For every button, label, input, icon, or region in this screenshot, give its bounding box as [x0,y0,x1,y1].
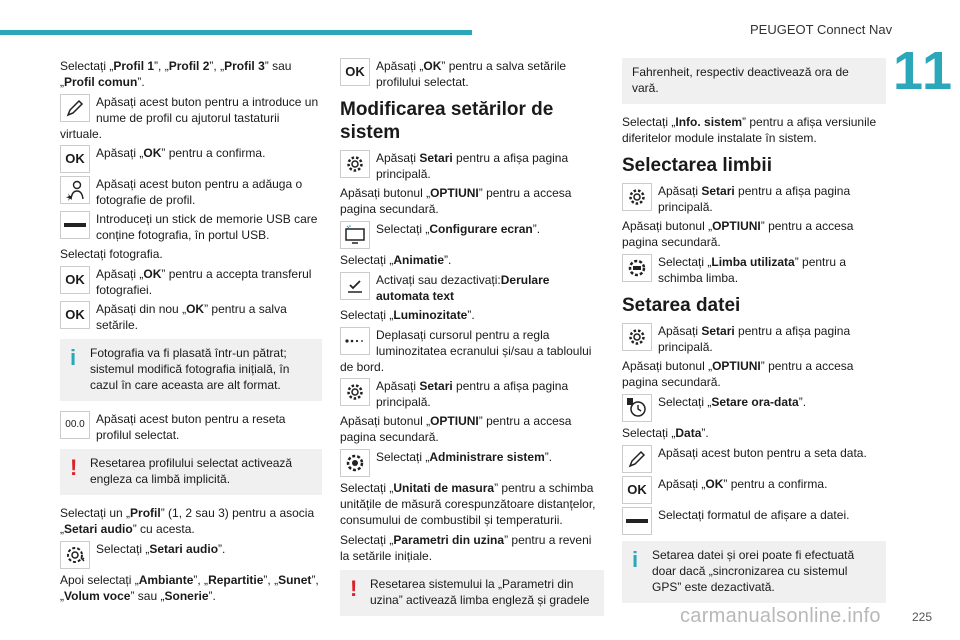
usb-instruction: Introduceți un stick de memorie USB care conține fotografia, în portul USB. [60,211,322,243]
add-photo-icon [60,176,90,204]
manual-title: PEUGEOT Connect Nav [750,22,893,37]
settings-instruction: Apăsați Setari pentru a afișa pagina principală. [622,183,886,215]
audio-settings-icon [60,541,90,569]
ok-icon: OK [60,145,90,173]
gear-icon [340,150,370,178]
info-icon: i [70,345,77,370]
info-note: i Fotografia va fi plasată într-un pătrat; sistemul modifică fotografia inițială, în cazul în care aceasta are alt format. [60,339,322,401]
column-3 [622,58,886,613]
admin-gear-icon [340,449,370,477]
options-instruction: Apăsați butonul „OPTIUNI” pentru a accesa pagina secundară. [340,186,572,216]
header-accent-bar [0,30,472,35]
pencil-icon [622,445,652,473]
checkbox-icon [340,272,370,300]
ok-icon: OK [622,476,652,504]
format-icon [622,507,652,535]
select-photo: Selectați fotografia. [60,247,163,261]
page-number: 225 [912,610,933,624]
audio-settings-instruction: Selectați „Setari audio”. [60,541,322,569]
chapter-number: 11 [893,41,955,101]
ok-icon: OK [340,58,370,86]
assoc-profile: Selectați un „Profil” (1, 2 sau 3) pentru a asocia „Setari audio” cu acesta. [60,506,315,536]
photo-instruction: Apăsați acest buton pentru a adăuga o fotografie de profil. [60,176,322,208]
ok-confirm-instruction: OK Apăsați „OK” pentru a confirma. [622,476,886,504]
settings-instruction-2: Apăsați Setari pentru a afișa pagina principală. [340,378,604,410]
language-instruction: Selectați „Limba utilizata” pentru a schimba limba. [622,254,886,286]
audio-options: Apoi selectați „Ambiante”, „Repartitie”, „Sunet”, „Volum voce” sau „Sonerie”. [60,573,319,603]
select-animation: Selectați „Animatie”. [340,253,452,267]
units-instruction: Selectați „Unitati de masura” pentru a schimba unitățile de măsură corespunzătoare distanțelor, consumului de combustibil și temperaturii. [340,481,596,527]
info-icon: i [632,547,639,572]
column-1 [60,58,322,608]
settings-instruction: Apăsați Setari pentru a afișa pagina principală. [340,150,604,182]
text-scroll-toggle: Activați sau dezactivați:Derulare automata text [340,272,604,304]
warning-icon: ! [350,576,358,601]
reset-icon: 00.0 [60,411,90,439]
gear-icon [340,378,370,406]
usb-icon [60,211,90,239]
gear-icon [622,183,652,211]
options-instruction-2: Apăsați butonul „OPTIUNI” pentru a accesa pagina secundară. [622,359,854,389]
warning-note: ! Resetarea profilului selectat activează engleza ca limbă implicită. [60,449,322,495]
screen-icon [340,221,370,249]
options-instruction-2: Apăsați butonul „OPTIUNI” pentru a accesa pagina secundară. [340,414,572,444]
info-note: i Setarea datei și orei poate fi efectuată doar dacă „sincronizarea cu sistemul GPS” este dezactivată. [622,541,886,603]
warning-note: ! Resetarea sistemului la „Parametri din uzina” activează limba engleză și gradele [340,570,604,616]
language-icon [622,254,652,282]
brightness-slider-instruction: Deplasați cursorul pentru a regla luminozitatea ecranului și/sau a tabloului de bord. [340,328,592,374]
section-heading-system: Modificarea setărilor de sistem [340,99,554,143]
brightness-icon [340,327,370,355]
ok-save-profile: OK Apăsați „OK” pentru a salva setările profilului selectat. [340,58,604,90]
ok-confirm-instruction: OK Apăsați „OK” pentru a confirma. [60,145,322,173]
watermark: carmanualsonline.info [680,605,881,627]
settings-instruction-2: Apăsați Setari pentru a afișa pagina principală. [622,323,886,355]
ok-transfer-instruction: OK Apăsați „OK” pentru a accepta transferul fotografiei. [60,266,322,298]
continued-note: Fahrenheit, respectiv deactivează ora de vară. [622,58,886,104]
set-date-instruction: Apăsați acest buton pentru a seta data. [622,445,886,473]
column-2 [340,58,604,626]
ok-icon: OK [60,266,90,294]
system-admin-instruction: Selectați „Administrare sistem”. [340,449,604,477]
select-brightness: Selectați „Luminozitate”. [340,308,475,322]
reset-instruction: 00.0 Apăsați acest buton pentru a reseta profilul selectat. [60,411,322,443]
screen-config-instruction: Selectați „Configurare ecran”. [340,221,604,249]
pencil-icon [60,94,90,122]
date-format-instruction: Selectați formatul de afișare a datei. [622,507,886,535]
profile-intro: Selectați „Profil 1”, „Profil 2”, „Profil 3” sau „Profil comun”. [60,59,292,89]
gear-icon [622,323,652,351]
select-date: Selectați „Data”. [622,426,709,440]
options-instruction: Apăsați butonul „OPTIUNI” pentru a accesa pagina secundară. [622,219,854,249]
ok-icon: OK [60,301,90,329]
ok-save-instruction: OK Apăsați din nou „OK” pentru a salva setările. [60,301,322,333]
system-info-instruction: Selectați „Info. sistem” pentru a afișa versiunile diferitelor module instalate în sistem. [622,115,877,145]
factory-reset-instruction: Selectați „Parametri din uzina” pentru a reveni la setările inițiale. [340,533,592,563]
pencil-instruction: Apăsați acest buton pentru a introduce un nume de profil cu ajutorul tastaturii virtuale. [60,95,319,141]
time-date-instruction: Selectați „Setare ora-data”. [622,394,886,422]
section-heading-date: Setarea datei [622,295,741,316]
clock-icon [622,394,652,422]
warning-icon: ! [70,455,78,480]
section-heading-language: Selectarea limbii [622,155,772,176]
